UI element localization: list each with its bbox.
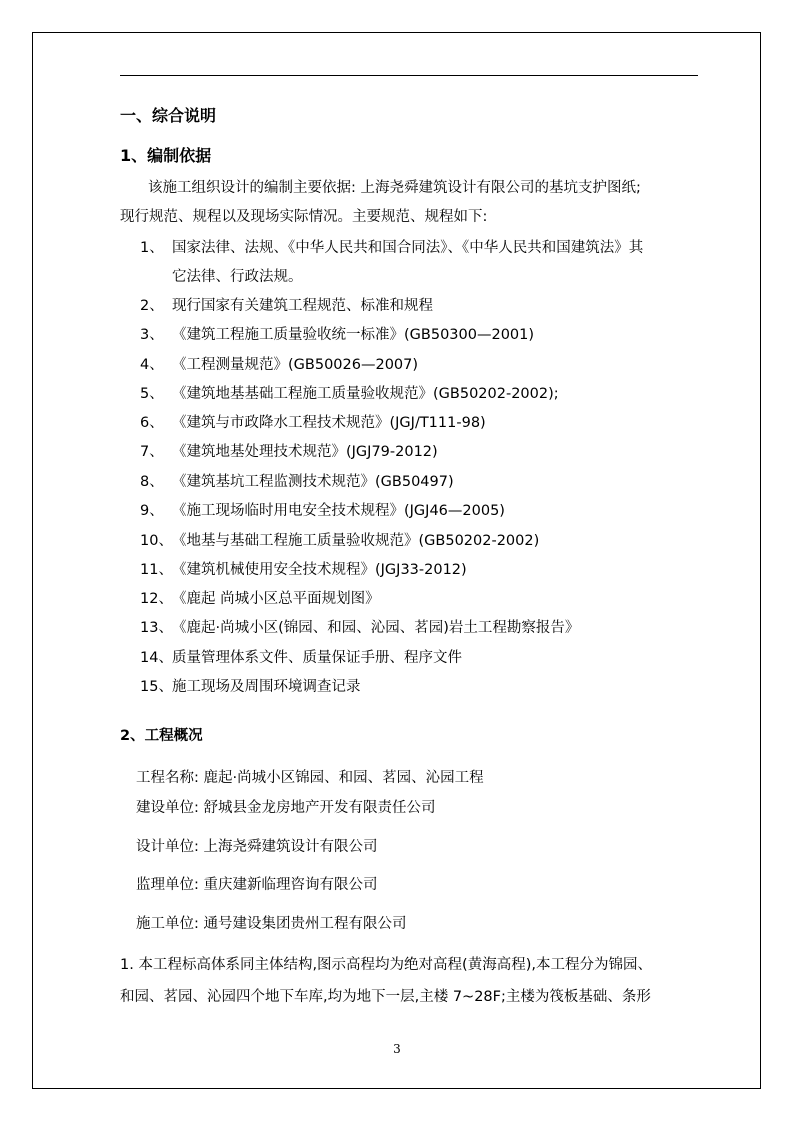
list-item: 2、 现行国家有关建筑工程规范、标准和规程 bbox=[140, 298, 433, 314]
list-item: 12、《鹿起 尚城小区总平面规划图》 bbox=[140, 591, 380, 607]
construction-unit: 施工单位: 通号建设集团贵州工程有限公司 bbox=[136, 916, 407, 932]
page-number: 3 bbox=[393, 1042, 401, 1056]
list-item: 3、 《建筑工程施工质量验收统一标准》(GB50300—2001) bbox=[140, 327, 535, 343]
subsection-title-basis: 1、编制依据 bbox=[120, 146, 212, 165]
builder-unit: 建设单位: 舒城县金龙房地产开发有限责任公司 bbox=[136, 800, 436, 816]
list-item: 1、 国家法律、法规、《中华人民共和国合同法》、《中华人民共和国建筑法》其 bbox=[140, 240, 644, 256]
list-item: 11、《建筑机械使用安全技术规程》(JGJ33-2012) bbox=[140, 562, 467, 578]
intro-line-2: 现行规范、规程以及现场实际情况。主要规范、规程如下: bbox=[120, 209, 488, 225]
list-item: 10、《地基与基础工程施工质量验收规范》(GB50202-2002) bbox=[140, 533, 540, 549]
subsection-title-overview: 2、工程概况 bbox=[120, 728, 203, 744]
list-item: 7、 《建筑地基处理技术规范》(JGJ79-2012) bbox=[140, 444, 438, 460]
list-item: 14、质量管理体系文件、质量保证手册、程序文件 bbox=[140, 650, 462, 666]
list-item: 13、《鹿起·尚城小区(锦园、和园、沁园、茗园)岩土工程勘察报告》 bbox=[140, 620, 580, 636]
list-item: 9、 《施工现场临时用电安全技术规程》(JGJ46—2005) bbox=[140, 503, 505, 519]
overview-para-line-1: 1. 本工程标高体系同主体结构,图示高程均为绝对高程(黄海高程),本工程分为锦园、 bbox=[120, 957, 652, 973]
section-title: 一、综合说明 bbox=[120, 106, 217, 125]
design-unit: 设计单位: 上海尧舜建筑设计有限公司 bbox=[136, 839, 378, 855]
list-item: 15、施工现场及周围环境调查记录 bbox=[140, 679, 361, 695]
supervision-unit: 监理单位: 重庆建新临理咨询有限公司 bbox=[136, 877, 378, 893]
list-item: 6、 《建筑与市政降水工程技术规范》(JGJ/T111-98) bbox=[140, 415, 486, 431]
project-name: 工程名称: 鹿起·尚城小区锦园、和园、茗园、沁园工程 bbox=[136, 770, 484, 786]
list-item: 4、 《工程测量规范》(GB50026—2007) bbox=[140, 357, 419, 373]
intro-line-1: 该施工组织设计的编制主要依据: 上海尧舜建筑设计有限公司的基坑支护图纸; bbox=[148, 180, 641, 196]
overview-para-line-2: 和园、茗园、沁园四个地下车库,均为地下一层,主楼 7~28F;主楼为筏板基础、条形 bbox=[120, 989, 651, 1005]
list-item: 它法律、行政法规。 bbox=[172, 269, 303, 285]
header-rule bbox=[120, 75, 698, 76]
list-item: 8、 《建筑基坑工程监测技术规范》(GB50497) bbox=[140, 474, 454, 490]
list-item: 5、 《建筑地基基础工程施工质量验收规范》(GB50202-2002); bbox=[140, 386, 559, 402]
